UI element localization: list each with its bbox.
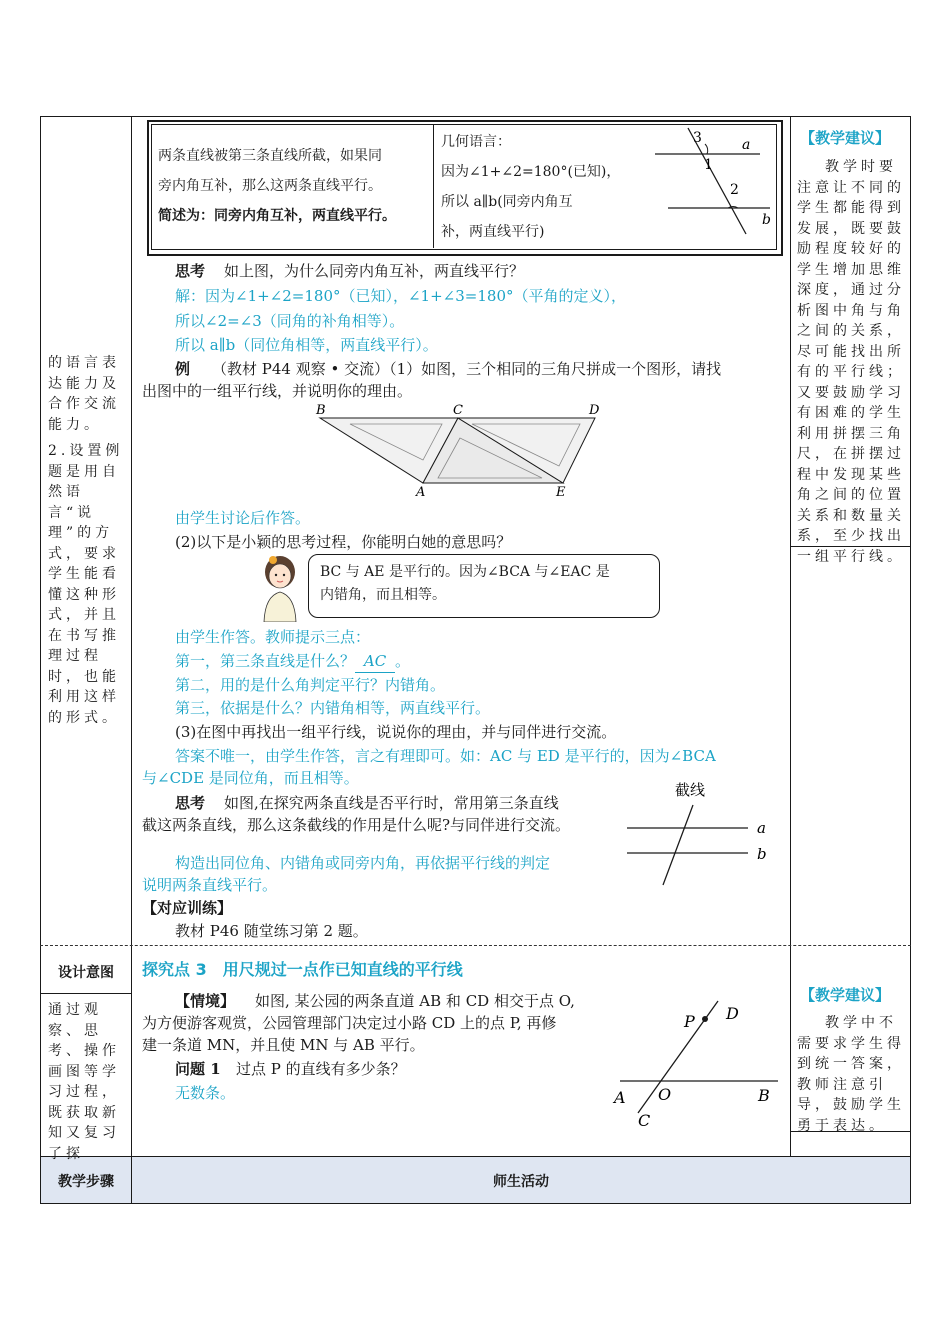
geo-line-2: 所以 a∥b(同旁内角互 <box>441 194 573 210</box>
example-line-1: （教材 P44 观察 • 交流）（1）如图，三个相同的三角尺拼成一个图形，请找 <box>212 360 722 378</box>
theorem-divider <box>433 124 434 248</box>
example-q3: (3)在图中再找出一组平行线，说说你的理由，并与同伴进行交流。 <box>175 723 617 741</box>
fig-label-a: a <box>742 137 751 153</box>
col-divider-left <box>131 116 132 1204</box>
hint-2: 第二，用的是什么角判定平行？内错角。 <box>175 676 446 694</box>
avatar-face <box>269 564 291 588</box>
example-line-2: 出图中的一组平行线，并说明你的理由。 <box>142 382 413 400</box>
parallel-lines-figure <box>650 124 775 248</box>
bubble-line-1: BC 与 AE 是平行的。因为∠BCA 与∠EAC 是 <box>320 564 610 580</box>
table-top-border <box>40 116 911 117</box>
fig-label-a: a <box>757 819 766 837</box>
think1-question: 如上图，为什么同旁内角互补，两直线平行？ <box>224 262 525 280</box>
example-discuss: 由学生讨论后作答。 <box>175 509 311 527</box>
think2-line-1: 如图,在探究两条直线是否平行时，常用第三条直线 <box>224 794 559 812</box>
think1-label: 思考 <box>175 262 206 280</box>
theorem-line-3: 简述为：同旁内角互补，两直线平行。 <box>158 208 396 224</box>
example-q2: (2)以下是小颖的思考过程，你能明白她的意思吗？ <box>175 533 512 551</box>
design-intent-label: 设计意图 <box>58 965 114 981</box>
intersecting-roads-figure <box>610 995 785 1130</box>
situation-line-2: 为方便游客观赏，公园管理部门决定过小路 CD 上的点 P, 再修 <box>142 1014 557 1032</box>
transversal-figure <box>620 775 780 890</box>
table-bottom-border <box>40 1203 911 1204</box>
think1-answer-2: 所以∠2=∠3（同角的补角相等）。 <box>175 312 405 330</box>
fig-label-B: B <box>316 403 326 418</box>
cut-line <box>663 805 693 885</box>
think2-answer-2: 说明两条直线平行。 <box>142 876 278 894</box>
question1-answer: 无数条。 <box>175 1084 236 1102</box>
fig-label-A: A <box>416 485 426 500</box>
avatar-body <box>264 592 296 622</box>
geo-line-3: 补，两直线平行) <box>441 224 545 240</box>
think1-answer-1: 解：因为∠1+∠2=180°（已知），∠1+∠3=180°（平角的定义）， <box>175 287 626 305</box>
question1-text: 过点 P 的直线有多少条？ <box>236 1060 406 1078</box>
fig-label-O: O <box>658 1085 672 1104</box>
fig-label-B: B <box>758 1086 770 1105</box>
tip1-title: 【教学建议】 <box>800 129 891 147</box>
fig-label-cut: 截线 <box>675 781 706 799</box>
bubble-line-2: 内错角，而且相等。 <box>320 587 446 603</box>
section3-title: 探究点 3 用尺规过一点作已知直线的平行线 <box>142 960 463 979</box>
angle-3-arc <box>705 144 708 154</box>
col-divider-right <box>790 116 791 1156</box>
question1-label: 问题 1 <box>175 1060 221 1078</box>
tip2-title: 【教学建议】 <box>800 986 891 1004</box>
fig-label-b: b <box>762 212 771 228</box>
triangle-rulers-figure <box>310 400 610 500</box>
tip1-body: 教学时要注意让不同的学生都能得到发展，既要鼓励程度较好的学生增加思维深度，通过分析图中角与角之间的关系，尽可能找出所有的平行线；又要鼓励学习有困难的学生利用拼摆三角尺，在拼摆过程中发现某些角之间的位置关系和数量关系，至少找出一组平行线。 <box>797 159 905 565</box>
training-text: 教材 P46 随堂练习第 2 题。 <box>175 922 368 940</box>
example-answer-3b: 与∠CDE 是同位角，而且相等。 <box>142 769 359 787</box>
point-P <box>702 1016 708 1022</box>
situation-line-1: 如图, 某公园的两条直道 AB 和 CD 相交于点 O, <box>255 992 575 1010</box>
fig-label-1: 1 <box>704 157 713 173</box>
think2-label: 思考 <box>175 794 206 812</box>
situation-label: 【情境】 <box>175 992 236 1010</box>
fig-label-D: D <box>726 1004 739 1023</box>
table-right-border <box>910 116 911 1204</box>
left-note-1: 的语言表达能力及合作交流能力。 <box>48 355 120 433</box>
think2-line-2: 截这两条直线，那么这条截线的作用是什么呢?与同伴进行交流。 <box>142 816 571 834</box>
geo-line-1: 因为∠1+∠2=180°(已知)， <box>441 164 621 180</box>
fig-label-2: 2 <box>730 182 739 198</box>
example-answer-3a: 答案不唯一，由学生作答，言之有理即可。如：AC 与 ED 是平行的，因为∠BCA <box>175 747 716 765</box>
hint-1: 第一，第三条直线是什么？ AC 。 <box>175 650 410 673</box>
fig-label-3: 3 <box>693 130 702 146</box>
fig-label-C: C <box>638 1111 651 1130</box>
fig-label-A: A <box>614 1088 626 1107</box>
left-note-3: 通过观察、思考、操作画图等学习过程，既获取新知又复习了探 <box>48 1002 120 1162</box>
theorem-line-2: 旁内角互补，那么这两条直线平行。 <box>158 178 382 194</box>
theorem-line-1: 两条直线被第三条直线所截，如果同 <box>158 148 382 164</box>
intent-divider <box>40 993 131 994</box>
table-left-border <box>40 116 41 1204</box>
avatar-hairclip <box>269 556 277 564</box>
hint-3: 第三，依据是什么？内错角相等，两直线平行。 <box>175 699 491 717</box>
fig-label-P: P <box>684 1012 695 1031</box>
student-avatar <box>255 552 307 622</box>
footer-steps-label: 教学步骤 <box>58 1174 114 1190</box>
footer-activity-label: 师生活动 <box>493 1174 549 1190</box>
think2-answer-1: 构造出同位角、内错角或同旁内角，再依据平行线的判定 <box>175 854 551 872</box>
think1-answer-3: 所以 a∥b（同位角相等，两直线平行）。 <box>175 336 438 354</box>
geo-title: 几何语言： <box>441 134 511 150</box>
training-label: 【对应训练】 <box>142 899 233 917</box>
fig-label-C: C <box>453 403 463 418</box>
hint-1-answer: AC <box>355 650 395 673</box>
example-label: 例 <box>175 360 191 378</box>
fig-label-E: E <box>556 485 566 500</box>
left-note-2: 2.设置例题是用自然语言“说理”的方式，要求学生能看懂这种形式，并且在书写推理过程时，也能利用这样的形式。 <box>48 443 124 726</box>
fig-label-b: b <box>757 845 767 863</box>
tip2-body: 教学中不需要求学生得到统一答案，教师注意引导，鼓励学生勇于表达。 <box>797 1015 905 1134</box>
situation-line-3: 建一条道 MN，并且使 MN 与 AB 平行。 <box>142 1036 425 1054</box>
fig-label-D: D <box>589 403 600 418</box>
section-divider <box>40 945 911 946</box>
hint-intro: 由学生作答。教师提示三点： <box>175 628 371 646</box>
